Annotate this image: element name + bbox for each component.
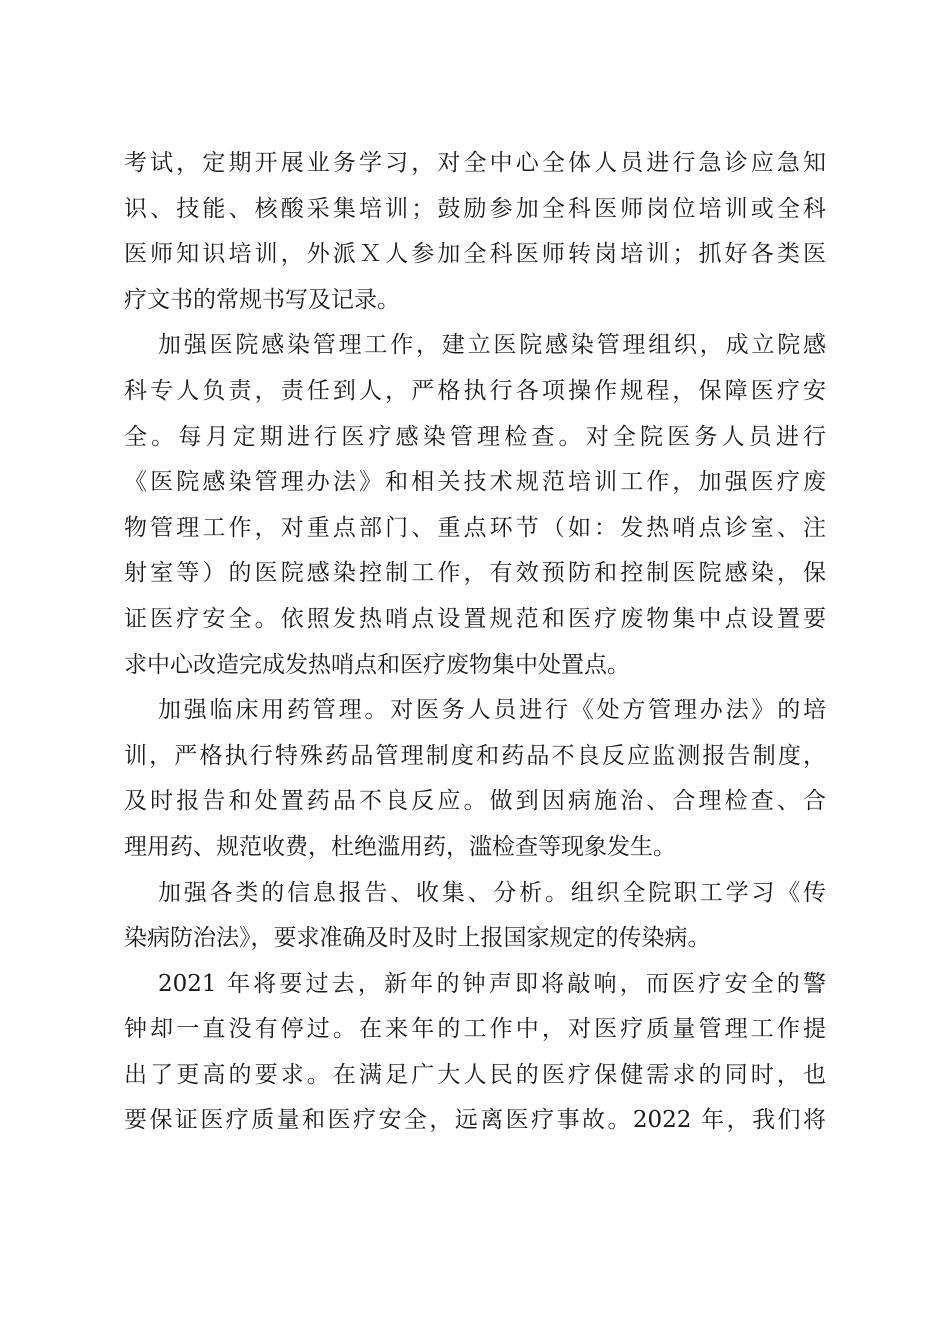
text-line: 训，严格执行特殊药品管理制度和药品不良反应监测报告制度， <box>124 742 826 769</box>
text-line: 疗文书的常规书写及记录。 <box>124 286 400 313</box>
text-line: 出了更高的要求。在满足广大人民的医疗保健需求的同时，也 <box>124 1061 826 1088</box>
text-line: 要保证医疗质量和医疗安全，远离医疗事故。2022 年，我们将 <box>124 1107 826 1134</box>
text-line: 全。每月定期进行医疗感染管理检查。对全院医务人员进行 <box>124 423 826 450</box>
text-line: 识、技能、核酸采集培训；鼓励参加全科医师岗位培训或全科 <box>124 195 826 222</box>
text-line: 理用药、规范收费，杜绝滥用药，滥检查等现象发生。 <box>124 833 676 860</box>
text-line: 《医院感染管理办法》和相关技术规范培训工作，加强医疗废 <box>124 469 826 496</box>
document-body <box>124 141 826 1144</box>
text-line: 加强各类的信息报告、收集、分析。组织全院职工学习《传 <box>158 879 826 906</box>
text-line: 医师知识培训，外派Ｘ人参加全科医师转岗培训；抓好各类医 <box>124 241 826 268</box>
text-line: 射室等）的医院感染控制工作，有效预防和控制医院感染，保 <box>124 560 826 587</box>
text-line: 加强临床用药管理。对医务人员进行《处方管理办法》的培 <box>158 697 826 724</box>
text-line: 科专人负责，责任到人，严格执行各项操作规程，保障医疗安 <box>124 377 826 404</box>
text-line: 证医疗安全。依照发热哨点设置规范和医疗废物集中点设置要 <box>124 605 826 632</box>
text-line: 钟却一直没有停过。在来年的工作中，对医疗质量管理工作提 <box>124 1016 826 1043</box>
text-line: 物管理工作，对重点部门、重点环节（如：发热哨点诊室、注 <box>124 514 826 541</box>
text-line: 及时报告和处置药品不良反应。做到因病施治、合理检查、合 <box>124 788 826 815</box>
text-line: 求中心改造完成发热哨点和医疗废物集中处置点。 <box>124 651 630 678</box>
text-line: 考试，定期开展业务学习，对全中心全体人员进行急诊应急知 <box>124 150 826 176</box>
text-line: 加强医院感染管理工作，建立医院感染管理组织，成立院感 <box>158 332 826 359</box>
text-line: 2021 年将要过去，新年的钟声即将敲响，而医疗安全的警 <box>158 970 826 997</box>
text-line: 染病防治法》，要求准确及时及时上报国家规定的传染病。 <box>124 925 711 952</box>
